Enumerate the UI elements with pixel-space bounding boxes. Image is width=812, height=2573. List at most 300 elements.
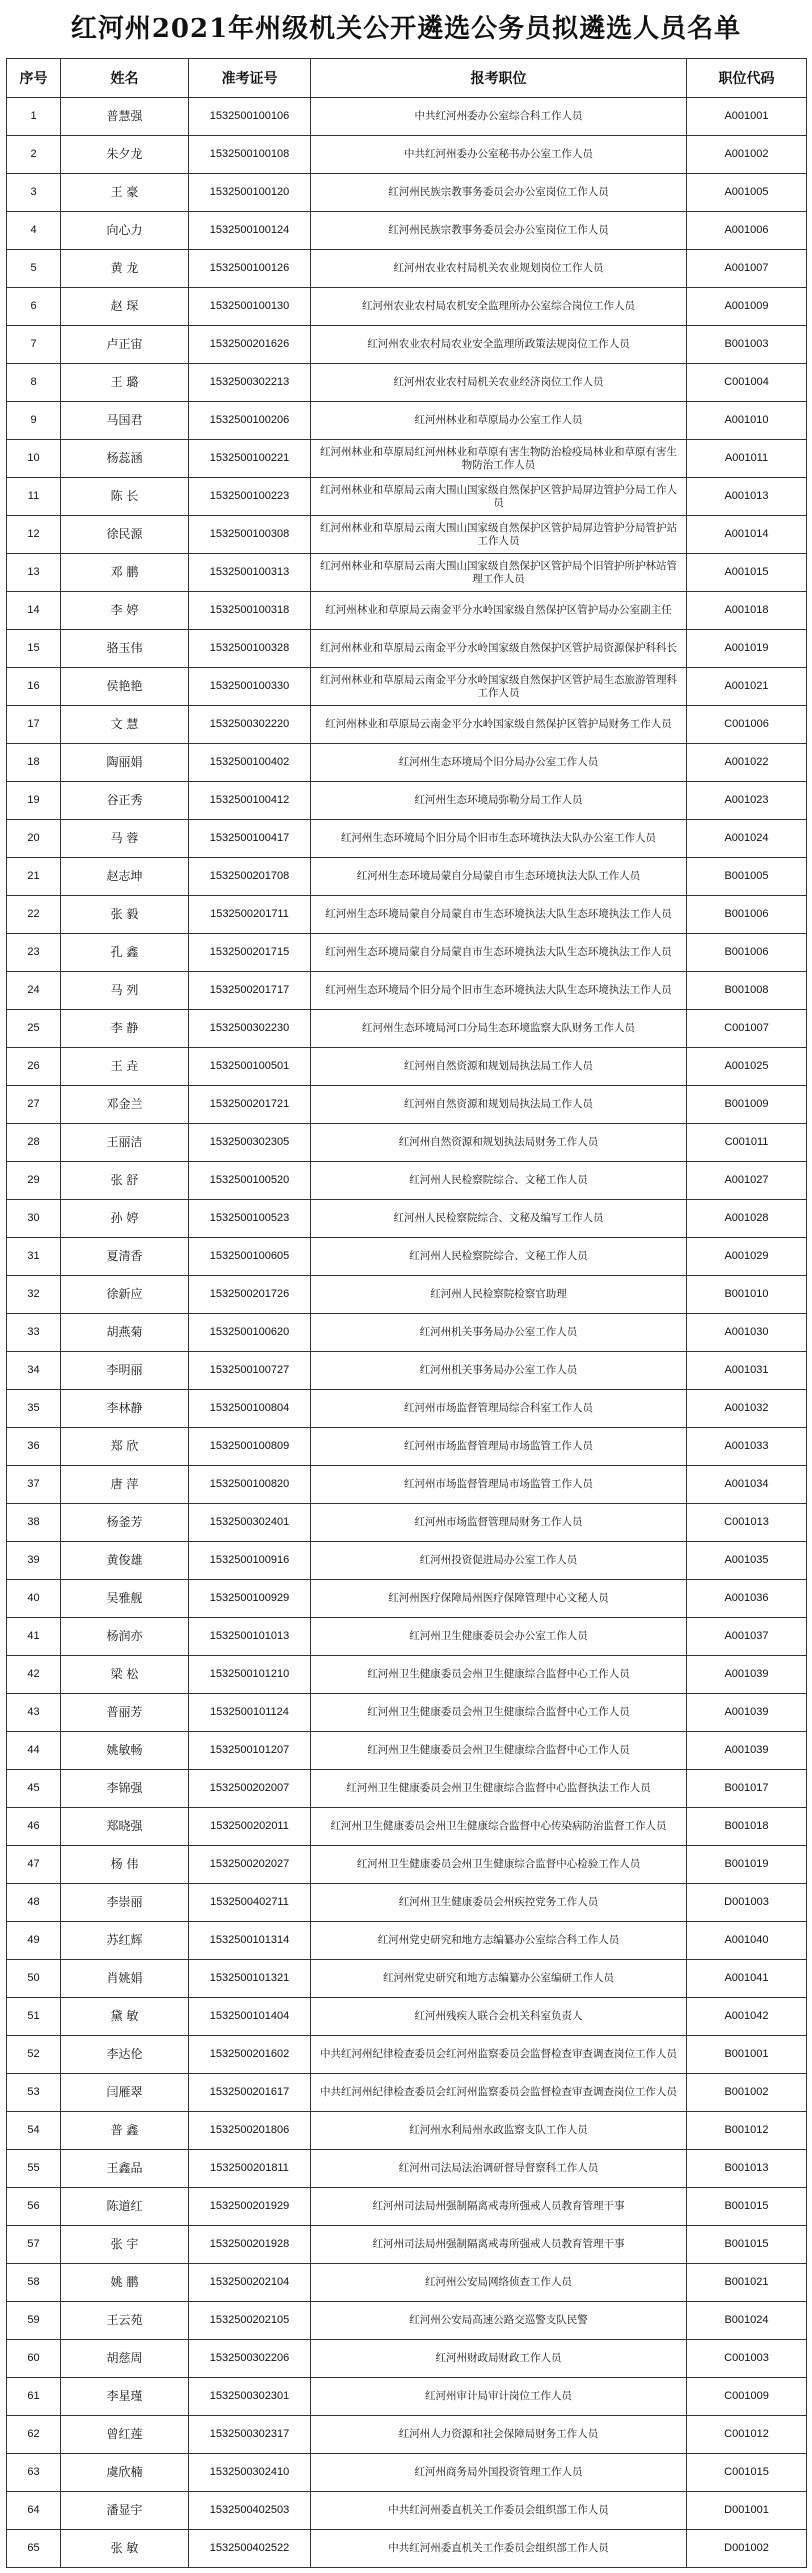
cell-code: C001009	[687, 2378, 807, 2416]
cell-position: 红河州民族宗教事务委员会办公室岗位工作人员	[311, 212, 687, 250]
cell-ticket: 1532500101321	[189, 1960, 311, 1998]
table-row	[7, 1276, 807, 1314]
cell-ticket: 1532500302206	[189, 2340, 311, 2378]
cell-name: 杨 伟	[61, 1846, 189, 1884]
cell-code: A001013	[687, 478, 807, 516]
cell-name: 胡燕菊	[61, 1314, 189, 1352]
cell-position: 红河州审计局审计岗位工作人员	[311, 2378, 687, 2416]
cell-serial: 15	[7, 630, 61, 668]
table-row	[7, 174, 807, 212]
cell-serial: 31	[7, 1238, 61, 1276]
cell-code: A001039	[687, 1656, 807, 1694]
cell-serial: 9	[7, 402, 61, 440]
cell-position: 红河州市场监督管理局综合科室工作人员	[311, 1390, 687, 1428]
table-row	[7, 2150, 807, 2188]
cell-name: 曾红莲	[61, 2416, 189, 2454]
cell-name: 普丽芳	[61, 1694, 189, 1732]
cell-name: 李达伦	[61, 2036, 189, 2074]
cell-ticket: 1532500101314	[189, 1922, 311, 1960]
cell-code: A001022	[687, 744, 807, 782]
cell-position: 红河州市场监督管理局市场监管工作人员	[311, 1466, 687, 1504]
cell-code: A001018	[687, 592, 807, 630]
cell-ticket: 1532500302220	[189, 706, 311, 744]
cell-ticket: 1532500100417	[189, 820, 311, 858]
table-row	[7, 2302, 807, 2340]
table-row	[7, 820, 807, 858]
cell-serial: 3	[7, 174, 61, 212]
cell-serial: 42	[7, 1656, 61, 1694]
cell-serial: 40	[7, 1580, 61, 1618]
cell-name: 夏清香	[61, 1238, 189, 1276]
cell-name: 谷正秀	[61, 782, 189, 820]
cell-name: 马国君	[61, 402, 189, 440]
table-row	[7, 1998, 807, 2036]
cell-serial: 18	[7, 744, 61, 782]
cell-code: B001003	[687, 326, 807, 364]
cell-ticket: 1532500100402	[189, 744, 311, 782]
cell-serial: 30	[7, 1200, 61, 1238]
cell-code: A001023	[687, 782, 807, 820]
table-row	[7, 592, 807, 630]
table-row	[7, 136, 807, 174]
cell-ticket: 1532500302401	[189, 1504, 311, 1542]
table-row	[7, 972, 807, 1010]
cell-name: 吴雅舰	[61, 1580, 189, 1618]
cell-position: 红河州生态环境局河口分局生态环境监察大队财务工作人员	[311, 1010, 687, 1048]
table-row	[7, 554, 807, 592]
cell-position: 中共红河州纪律检查委员会红河州监察委员会监督检查审查调查岗位工作人员	[311, 2036, 687, 2074]
cell-name: 骆玉伟	[61, 630, 189, 668]
table-row	[7, 2454, 807, 2492]
cell-ticket: 1532500100727	[189, 1352, 311, 1390]
cell-serial: 26	[7, 1048, 61, 1086]
table-row	[7, 326, 807, 364]
cell-serial: 49	[7, 1922, 61, 1960]
cell-serial: 36	[7, 1428, 61, 1466]
cell-code: A001041	[687, 1960, 807, 1998]
cell-serial: 29	[7, 1162, 61, 1200]
cell-name: 王丽洁	[61, 1124, 189, 1162]
table-row	[7, 1618, 807, 1656]
cell-ticket: 1532500101210	[189, 1656, 311, 1694]
table-row	[7, 402, 807, 440]
cell-ticket: 1532500302230	[189, 1010, 311, 1048]
cell-name: 王 垚	[61, 1048, 189, 1086]
cell-name: 苏红辉	[61, 1922, 189, 1960]
cell-name: 徐新应	[61, 1276, 189, 1314]
cell-code: B001013	[687, 2150, 807, 2188]
cell-code: A001011	[687, 440, 807, 478]
cell-name: 黄俊雄	[61, 1542, 189, 1580]
cell-ticket: 1532500100221	[189, 440, 311, 478]
cell-name: 梁 松	[61, 1656, 189, 1694]
cell-position: 红河州财政局财政工作人员	[311, 2340, 687, 2378]
table-header-row	[7, 59, 807, 98]
cell-name: 孔 鑫	[61, 934, 189, 972]
cell-code: B001015	[687, 2188, 807, 2226]
cell-ticket: 1532500202007	[189, 1770, 311, 1808]
cell-position: 红河州农业农村局机关农业规划岗位工作人员	[311, 250, 687, 288]
cell-serial: 50	[7, 1960, 61, 1998]
cell-serial: 43	[7, 1694, 61, 1732]
cell-position: 红河州林业和草原局云南金平分水岭国家级自然保护区管护局办公室副主任	[311, 592, 687, 630]
cell-position: 红河州卫生健康委员会州疾控党务工作人员	[311, 1884, 687, 1922]
cell-ticket: 1532500202105	[189, 2302, 311, 2340]
cell-serial: 47	[7, 1846, 61, 1884]
cell-position: 中共红河州纪律检查委员会红河州监察委员会监督检查审查调查岗位工作人员	[311, 2074, 687, 2112]
cell-position: 红河州市场监督管理局财务工作人员	[311, 1504, 687, 1542]
cell-position: 红河州民族宗教事务委员会办公室岗位工作人员	[311, 174, 687, 212]
cell-serial: 58	[7, 2264, 61, 2302]
cell-ticket: 1532500402711	[189, 1884, 311, 1922]
cell-name: 闫雁翠	[61, 2074, 189, 2112]
cell-code: A001039	[687, 1694, 807, 1732]
cell-serial: 62	[7, 2416, 61, 2454]
cell-ticket: 1532500402503	[189, 2492, 311, 2530]
table-row	[7, 1466, 807, 1504]
cell-code: A001042	[687, 1998, 807, 2036]
cell-code: C001015	[687, 2454, 807, 2492]
cell-position: 红河州党史研究和地方志编纂办公室编研工作人员	[311, 1960, 687, 1998]
cell-code: B001021	[687, 2264, 807, 2302]
header-position: 报考职位	[311, 59, 687, 98]
cell-position: 红河州林业和草原局云南金平分水岭国家级自然保护区管护局财务工作人员	[311, 706, 687, 744]
cell-position: 红河州林业和草原局云南大围山国家级自然保护区管护局屏边管护分局工作人员	[311, 478, 687, 516]
cell-ticket: 1532500100120	[189, 174, 311, 212]
cell-ticket: 1532500201806	[189, 2112, 311, 2150]
table-row	[7, 1884, 807, 1922]
cell-ticket: 1532500100124	[189, 212, 311, 250]
cell-code: A001030	[687, 1314, 807, 1352]
cell-ticket: 1532500100620	[189, 1314, 311, 1352]
cell-code: D001003	[687, 1884, 807, 1922]
table-row	[7, 2112, 807, 2150]
cell-serial: 53	[7, 2074, 61, 2112]
cell-ticket: 1532500100501	[189, 1048, 311, 1086]
cell-serial: 28	[7, 1124, 61, 1162]
cell-ticket: 1532500101404	[189, 1998, 311, 2036]
cell-ticket: 1532500100130	[189, 288, 311, 326]
cell-code: A001035	[687, 1542, 807, 1580]
cell-ticket: 1532500100916	[189, 1542, 311, 1580]
cell-ticket: 1532500100804	[189, 1390, 311, 1428]
cell-position: 红河州生态环境局蒙自分局蒙自市生态环境执法大队生态环境执法工作人员	[311, 934, 687, 972]
cell-name: 赵 琛	[61, 288, 189, 326]
cell-serial: 1	[7, 98, 61, 136]
cell-name: 孙 婷	[61, 1200, 189, 1238]
cell-ticket: 1532500201715	[189, 934, 311, 972]
cell-serial: 51	[7, 1998, 61, 2036]
table-row	[7, 668, 807, 706]
table-row	[7, 1846, 807, 1884]
cell-serial: 20	[7, 820, 61, 858]
cell-serial: 25	[7, 1010, 61, 1048]
table-row	[7, 1086, 807, 1124]
cell-serial: 33	[7, 1314, 61, 1352]
cell-name: 王 豪	[61, 174, 189, 212]
cell-name: 王 璐	[61, 364, 189, 402]
table-row	[7, 706, 807, 744]
cell-serial: 39	[7, 1542, 61, 1580]
candidate-table	[6, 58, 807, 2568]
cell-position: 红河州林业和草原局红河州林业和草原有害生物防治检疫局林业和草原有害生物防治工作人员	[311, 440, 687, 478]
cell-name: 陈道红	[61, 2188, 189, 2226]
cell-ticket: 1532500100809	[189, 1428, 311, 1466]
cell-position: 红河州水利局州水政监察支队工作人员	[311, 2112, 687, 2150]
cell-position: 红河州生态环境局蒙自分局蒙自市生态环境执法大队生态环境执法工作人员	[311, 896, 687, 934]
table-row	[7, 2416, 807, 2454]
cell-serial: 65	[7, 2530, 61, 2568]
header-code: 职位代码	[687, 59, 807, 98]
table-row	[7, 1922, 807, 1960]
page-title: 红河州2021年州级机关公开遴选公务员拟遴选人员名单	[70, 14, 742, 44]
cell-serial: 23	[7, 934, 61, 972]
cell-position: 红河州自然资源和规划执法局财务工作人员	[311, 1124, 687, 1162]
cell-name: 李星瑾	[61, 2378, 189, 2416]
cell-code: A001010	[687, 402, 807, 440]
cell-ticket: 1532500100412	[189, 782, 311, 820]
cell-position: 红河州自然资源和规划局执法局工作人员	[311, 1048, 687, 1086]
cell-serial: 64	[7, 2492, 61, 2530]
table-row	[7, 1352, 807, 1390]
cell-position: 红河州卫生健康委员会州卫生健康综合监督中心工作人员	[311, 1732, 687, 1770]
cell-serial: 60	[7, 2340, 61, 2378]
cell-ticket: 1532500402522	[189, 2530, 311, 2568]
cell-position: 红河州机关事务局办公室工作人员	[311, 1314, 687, 1352]
cell-serial: 14	[7, 592, 61, 630]
cell-name: 李林静	[61, 1390, 189, 1428]
table-row	[7, 1732, 807, 1770]
cell-name: 邓金兰	[61, 1086, 189, 1124]
table-row	[7, 2188, 807, 2226]
cell-code: B001015	[687, 2226, 807, 2264]
cell-serial: 13	[7, 554, 61, 592]
cell-serial: 38	[7, 1504, 61, 1542]
cell-position: 红河州自然资源和规划局执法局工作人员	[311, 1086, 687, 1124]
cell-code: A001015	[687, 554, 807, 592]
cell-ticket: 1532500202027	[189, 1846, 311, 1884]
cell-ticket: 1532500100108	[189, 136, 311, 174]
cell-ticket: 1532500201708	[189, 858, 311, 896]
cell-name: 张 毅	[61, 896, 189, 934]
cell-ticket: 1532500101013	[189, 1618, 311, 1656]
cell-position: 红河州农业农村局机关农业经济岗位工作人员	[311, 364, 687, 402]
cell-serial: 19	[7, 782, 61, 820]
table-row	[7, 1238, 807, 1276]
cell-code: A001002	[687, 136, 807, 174]
cell-name: 普 鑫	[61, 2112, 189, 2150]
cell-name: 邓 鹏	[61, 554, 189, 592]
cell-code: B001008	[687, 972, 807, 1010]
table-row	[7, 2340, 807, 2378]
table-row	[7, 516, 807, 554]
cell-position: 红河州医疗保障局州医疗保障管理中心文秘人员	[311, 1580, 687, 1618]
cell-name: 文 慧	[61, 706, 189, 744]
table-row	[7, 2226, 807, 2264]
cell-name: 王鑫品	[61, 2150, 189, 2188]
table-row	[7, 2378, 807, 2416]
cell-name: 朱夕龙	[61, 136, 189, 174]
cell-serial: 54	[7, 2112, 61, 2150]
table-row	[7, 630, 807, 668]
cell-ticket: 1532500201626	[189, 326, 311, 364]
table-row	[7, 1010, 807, 1048]
cell-serial: 11	[7, 478, 61, 516]
cell-ticket: 1532500100523	[189, 1200, 311, 1238]
cell-code: A001040	[687, 1922, 807, 1960]
cell-ticket: 1532500201928	[189, 2226, 311, 2264]
cell-position: 红河州生态环境局弥勒分局工作人员	[311, 782, 687, 820]
cell-code: A001025	[687, 1048, 807, 1086]
cell-code: D001001	[687, 2492, 807, 2530]
cell-serial: 35	[7, 1390, 61, 1428]
cell-code: C001012	[687, 2416, 807, 2454]
cell-name: 侯艳艳	[61, 668, 189, 706]
cell-serial: 59	[7, 2302, 61, 2340]
cell-code: A001001	[687, 98, 807, 136]
cell-serial: 10	[7, 440, 61, 478]
cell-serial: 4	[7, 212, 61, 250]
cell-name: 普慧强	[61, 98, 189, 136]
cell-serial: 55	[7, 2150, 61, 2188]
table-row	[7, 98, 807, 136]
cell-position: 红河州人民检察院综合、文秘工作人员	[311, 1238, 687, 1276]
cell-name: 姚敏畅	[61, 1732, 189, 1770]
cell-ticket: 1532500100520	[189, 1162, 311, 1200]
table-row	[7, 1390, 807, 1428]
cell-ticket: 1532500201726	[189, 1276, 311, 1314]
cell-position: 红河州司法局州强制隔离戒毒所强戒人员教育管理干事	[311, 2188, 687, 2226]
cell-position: 红河州生态环境局个旧分局个旧市生态环境执法大队办公室工作人员	[311, 820, 687, 858]
cell-position: 红河州农业农村局农业安全监理所政策法规岗位工作人员	[311, 326, 687, 364]
cell-code: C001013	[687, 1504, 807, 1542]
cell-serial: 32	[7, 1276, 61, 1314]
cell-serial: 22	[7, 896, 61, 934]
cell-position: 红河州司法局法治调研督导督察科工作人员	[311, 2150, 687, 2188]
table-row	[7, 2074, 807, 2112]
cell-ticket: 1532500100206	[189, 402, 311, 440]
cell-code: B001001	[687, 2036, 807, 2074]
header-serial: 序号	[7, 59, 61, 98]
cell-serial: 63	[7, 2454, 61, 2492]
cell-code: A001024	[687, 820, 807, 858]
cell-ticket: 1532500201617	[189, 2074, 311, 2112]
cell-name: 李崇丽	[61, 1884, 189, 1922]
table-row	[7, 782, 807, 820]
cell-name: 徐民源	[61, 516, 189, 554]
table-row	[7, 1504, 807, 1542]
cell-serial: 34	[7, 1352, 61, 1390]
cell-serial: 48	[7, 1884, 61, 1922]
cell-code: A001007	[687, 250, 807, 288]
cell-name: 赵志坤	[61, 858, 189, 896]
cell-code: A001039	[687, 1732, 807, 1770]
cell-serial: 7	[7, 326, 61, 364]
cell-serial: 37	[7, 1466, 61, 1504]
cell-code: B001009	[687, 1086, 807, 1124]
cell-code: C001003	[687, 2340, 807, 2378]
table-row	[7, 1694, 807, 1732]
cell-ticket: 1532500100106	[189, 98, 311, 136]
cell-ticket: 1532500201811	[189, 2150, 311, 2188]
cell-serial: 24	[7, 972, 61, 1010]
cell-name: 郑晓强	[61, 1808, 189, 1846]
cell-code: A001006	[687, 212, 807, 250]
cell-ticket: 1532500100318	[189, 592, 311, 630]
cell-name: 陈 长	[61, 478, 189, 516]
table-row	[7, 478, 807, 516]
cell-position: 红河州机关事务局办公室工作人员	[311, 1352, 687, 1390]
cell-position: 红河州卫生健康委员会州卫生健康综合监督中心传染病防治监督工作人员	[311, 1808, 687, 1846]
cell-ticket: 1532500202011	[189, 1808, 311, 1846]
cell-position: 红河州公安局网络侦查工作人员	[311, 2264, 687, 2302]
cell-ticket: 1532500100605	[189, 1238, 311, 1276]
cell-position: 红河州林业和草原局云南大围山国家级自然保护区管护局屏边管护分局管护站工作人员	[311, 516, 687, 554]
cell-name: 潘显宇	[61, 2492, 189, 2530]
cell-ticket: 1532500302301	[189, 2378, 311, 2416]
cell-position: 红河州卫生健康委员会州卫生健康综合监督中心工作人员	[311, 1694, 687, 1732]
cell-ticket: 1532500201602	[189, 2036, 311, 2074]
cell-ticket: 1532500100330	[189, 668, 311, 706]
cell-name: 杨釜芳	[61, 1504, 189, 1542]
table-row	[7, 1808, 807, 1846]
cell-code: B001018	[687, 1808, 807, 1846]
table-row	[7, 364, 807, 402]
cell-name: 张 舒	[61, 1162, 189, 1200]
cell-name: 王云苑	[61, 2302, 189, 2340]
cell-name: 张 敏	[61, 2530, 189, 2568]
cell-name: 虞欣楠	[61, 2454, 189, 2492]
cell-name: 张 宇	[61, 2226, 189, 2264]
cell-code: A001032	[687, 1390, 807, 1428]
cell-serial: 16	[7, 668, 61, 706]
cell-ticket: 1532500100820	[189, 1466, 311, 1504]
cell-position: 红河州卫生健康委员会州卫生健康综合监督中心工作人员	[311, 1656, 687, 1694]
cell-serial: 46	[7, 1808, 61, 1846]
table-row	[7, 2492, 807, 2530]
table-row	[7, 1048, 807, 1086]
cell-ticket: 1532500100223	[189, 478, 311, 516]
table-row	[7, 288, 807, 326]
cell-code: C001007	[687, 1010, 807, 1048]
cell-name: 卢正宙	[61, 326, 189, 364]
cell-position: 红河州生态环境局个旧分局办公室工作人员	[311, 744, 687, 782]
cell-code: A001037	[687, 1618, 807, 1656]
cell-position: 红河州商务局外国投资管理工作人员	[311, 2454, 687, 2492]
table-row	[7, 2264, 807, 2302]
table-row	[7, 744, 807, 782]
table-row	[7, 2530, 807, 2568]
cell-code: B001019	[687, 1846, 807, 1884]
cell-serial: 45	[7, 1770, 61, 1808]
cell-position: 中共红河州委直机关工作委员会组织部工作人员	[311, 2530, 687, 2568]
table-row	[7, 2036, 807, 2074]
cell-position: 红河州残疾人联合会机关科室负责人	[311, 1998, 687, 2036]
cell-position: 中共红河州委办公室秘书办公室工作人员	[311, 136, 687, 174]
cell-code: A001029	[687, 1238, 807, 1276]
cell-code: B001024	[687, 2302, 807, 2340]
cell-position: 红河州林业和草原局云南金平分水岭国家级自然保护区管护局生态旅游管理科工作人员	[311, 668, 687, 706]
cell-serial: 41	[7, 1618, 61, 1656]
table-row	[7, 934, 807, 972]
table-row	[7, 1314, 807, 1352]
cell-name: 唐 萍	[61, 1466, 189, 1504]
cell-code: A001027	[687, 1162, 807, 1200]
cell-position: 红河州林业和草原局云南金平分水岭国家级自然保护区管护局资源保护科科长	[311, 630, 687, 668]
table-row	[7, 1124, 807, 1162]
cell-serial: 56	[7, 2188, 61, 2226]
cell-name: 杨蕊涵	[61, 440, 189, 478]
